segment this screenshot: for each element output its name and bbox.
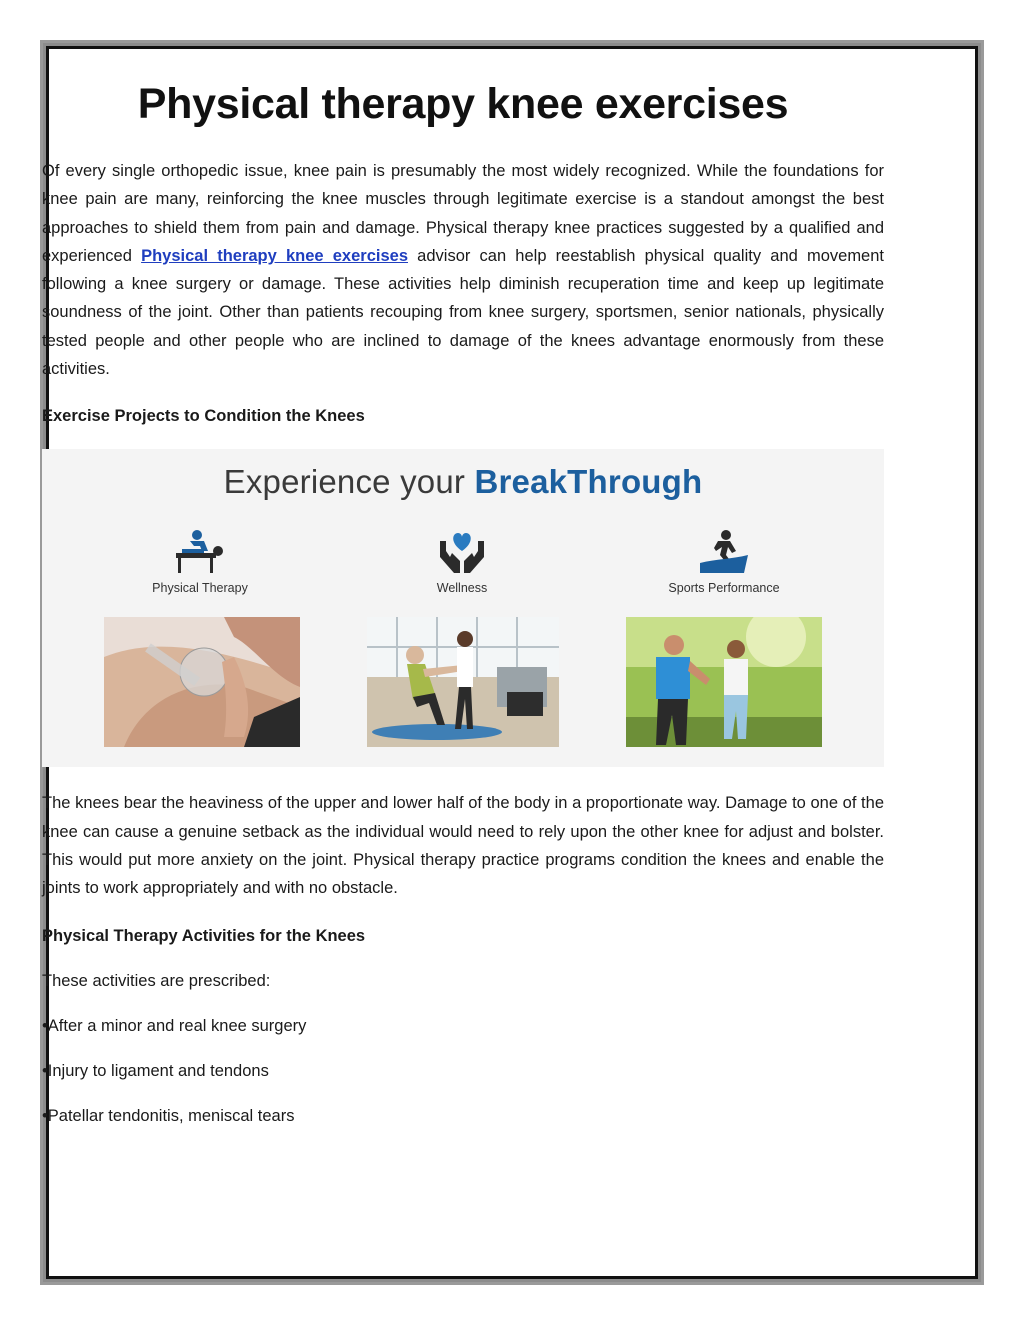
- section-heading-therapy-activities: Physical Therapy Activities for the Knees: [42, 926, 366, 945]
- list-intro-text: These activities are prescribed:: [42, 971, 271, 990]
- couple-running-photo: [626, 617, 822, 747]
- bullet-item: •Injury to ligament and tendons: [42, 1061, 269, 1080]
- breakthrough-banner-image: [42, 449, 884, 767]
- intro-text-before-link: Of every single orthopedic issue, knee pain is presumably the most widely recognized. While the foundations for knee pain are many, reinforcing the knee muscles through legitimate exercise is a standout amongst the best approaches to shield them from pain and damage. Physical therapy knee practices suggested by a qualified and experienced: [42, 162, 884, 265]
- document-content: [42, 80, 884, 1127]
- knee-goniometer-photo: [104, 617, 300, 747]
- wellness-squat-photo: [367, 617, 559, 747]
- knees-body-paragraph: The knees bear the heaviness of the upper and lower half of the body in a proportionate way. Damage to one of the knee can cause a genuine setback as the individual would need to rely upon the other knee for adjust and bolster. This would put more anxiety on the joint. Physical therapy practice programs condition the knees and enable the joints to work appropriately and with no obstacle.: [42, 794, 884, 898]
- banner-column-wellness: [362, 529, 562, 595]
- banner-column-sports-performance: [624, 529, 824, 595]
- banner-title-plain: Experience your: [223, 463, 475, 501]
- surfer-icon: [696, 529, 752, 577]
- bullet-item: •After a minor and real knee surgery: [42, 1016, 307, 1035]
- bullet-item: •Patellar tendonitis, meniscal tears: [42, 1106, 295, 1125]
- physical-therapy-link[interactable]: Physical therapy knee exercises: [141, 246, 408, 265]
- banner-title-accent: BreakThrough: [474, 463, 703, 501]
- heart-hands-icon: [434, 529, 490, 577]
- banner-label-physical-therapy: Physical Therapy: [152, 581, 248, 596]
- massage-table-icon: [172, 529, 228, 577]
- intro-paragraph: [42, 157, 884, 383]
- intro-text-after-link: advisor can help reestablish physical quality and movement following a knee surgery or damage. These activities help diminish recuperation time and keep up legitimate soundness of the joint. Other than patients recouping from knee surgery, sportsmen, senior nationals, physically tested people and other people who are inclined to damage of the knees advantage enormously from these activities.: [42, 246, 884, 379]
- section-heading-exercise-projects: Exercise Projects to Condition the Knees: [42, 407, 365, 426]
- banner-label-wellness: Wellness: [436, 581, 488, 596]
- banner-title: [42, 463, 884, 501]
- banner-label-sports-performance: Sports Performance: [668, 581, 780, 596]
- page-title: Physical therapy knee exercises: [137, 80, 789, 128]
- banner-column-physical-therapy: [100, 529, 300, 595]
